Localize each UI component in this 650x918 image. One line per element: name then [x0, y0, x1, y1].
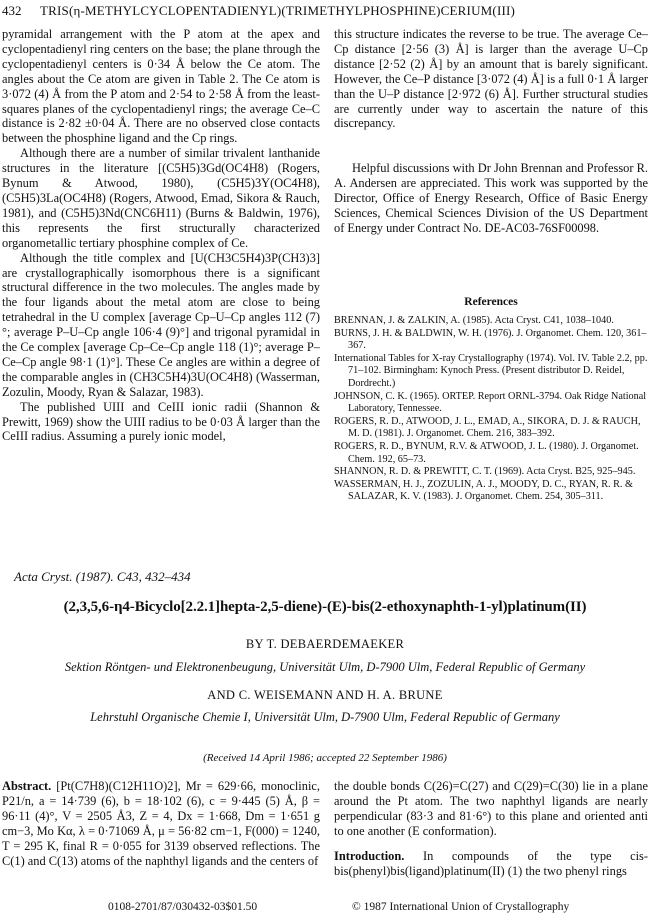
abstract: [2, 779, 320, 868]
abstract-text: the double bonds C(26)=C(27) and C(29)=C(30) lie in a plane around the Pt atom. The two naphthyl ligands are nearly perpendicular (83·3 and 81·6°) to this plane and oriented anti to one another (E conformation).: [334, 779, 648, 838]
affiliation: Sektion Röntgen- und Elektronenbeugung, Universität Ulm, D-7900 Ulm, Federal Republic of Germany: [64, 660, 586, 674]
paragraph: pyramidal arrangement with the P atom at the apex and cyclopentadienyl ring centers on the base; the plane through the cyclopentadienyl centers is 0·34 Å below the Ce atom. The angles about the Ce atom are given in Table 2. The Ce atom is 3·072 (4) Å from the P atom and 2·54 to 2·58 Å from the least-squares planes of the cyclopentadienyl rings; the average Ce–C distance is 2·82 ±0·04 Å. There are no observed close contacts between the phosphine ligand and the Cp rings.: [2, 27, 320, 146]
intro-text: In compounds of the type cis-bis(phenyl)bis(ligand)platinum(II) (1) the two phenyl rings: [334, 848, 648, 878]
affiliation: Lehrstuhl Organische Chemie I, Universität Ulm, D-7900 Ulm, Federal Republic of Germany: [90, 710, 560, 724]
references-heading: References: [464, 296, 518, 308]
page-number: 432: [2, 3, 22, 18]
reference-item: SHANNON, R. D. & PREWITT, C. T. (1969). Acta Cryst. B25, 925–945.: [334, 466, 636, 478]
footer-copyright: © 1987 International Union of Crystallography: [352, 901, 570, 913]
co-authors: AND C. WEISEMANN AND H. A. BRUNE: [207, 688, 443, 702]
intro-label: Introduction.: [334, 848, 405, 863]
abstract-continued: [334, 779, 648, 878]
abstract-label: Abstract.: [2, 779, 52, 793]
reference-item: JOHNSON, C. K. (1965). ORTEP. Report ORNL-3794. Oak Ridge National Laboratory, Tennessee.: [334, 390, 647, 415]
reference-item: ROGERS, R. D., BYNUM, R.V. & ATWOOD, J. L. (1980). J. Organomet. Chem. 192, 65–73.: [334, 440, 639, 465]
reference-list: [334, 315, 648, 504]
paragraph: Although there are a number of similar trivalent lanthanide structures in the literature [(C5H5)3Gd(OC4H8) (Rogers, Bynum & Atwood, 1980), (C5H5)3Y(OC4H8), (C5H5)3La(OC4H8) (Rogers, Atwood, Emad, Sikora & Rauch, 1981), and (C5H5)3Nd(CNC6H11) (Burns & Baldwin, 1976), this represents the first structurally characterized organometallic tertiary phosphine complex of Ce.: [2, 146, 320, 250]
right-column: [334, 27, 648, 236]
byline: BY T. DEBAERDEMAEKER: [245, 637, 405, 651]
reference-item: BRENNAN, J. & ZALKIN, A. (1985). Acta Cryst. C41, 1038–1040.: [334, 315, 614, 326]
paragraph: The published UIII and CeIII ionic radii (Shannon & Prewitt, 1969) show the UIII radius to be 0·03 Å larger than the CeIII radius. Assuming a purely ionic model,: [2, 399, 320, 444]
running-title: TRIS(η-METHYLCYCLOPENTADIENYL)(TRIMETHYLPHOSPHINE)CERIUM(III): [40, 3, 516, 18]
reference-item: BURNS, J. H. & BALDWIN, W. H. (1976). J. Organomet. Chem. 120, 361–367.: [334, 327, 647, 352]
reference-item: International Tables for X-ray Crystallography (1974). Vol. IV. Table 2.2, pp. 71–102. Birmingham: Kynoch Press. (Present distributor D. Reidel, Dordrecht.): [334, 352, 648, 389]
left-column: [2, 27, 320, 444]
footer-code: 0108-2701/87/030432-03$01.50: [108, 901, 258, 913]
acknowledgement: Helpful discussions with Dr John Brennan and Professor R. A. Andersen are appreciated. This work was supported by the Director, Office of Energy Research, Office of Basic Energy Sciences, Chemical Sciences Division of the US Department of Energy under Contract No. DE-AC03-76SF00098.: [334, 161, 648, 235]
abstract-text: [Pt(C7H8)(C12H11O)2], Mr = 629·66, monoclinic, P21/n, a = 14·739 (6), b = 18·102 (6), c = 9·445 (5) Å, β = 96·11 (4)°, V = 2505 Å3, Z = 4, Dx = 1·668, Dm = 1·651 g cm−3, Mo Kα, λ = 0·71069 Å, μ = 56·82 cm−1, F(000) = 1240, T = 295 K, final R = 0·055 for 3139 observed reflections. The C(1) and C(13) atoms of the naphthyl ligands and the centers of: [2, 779, 320, 868]
journal-citation: Acta Cryst. (1987). C43, 432–434: [14, 569, 191, 584]
paragraph: this structure indicates the reverse to be true. The average Ce–Cp distance [2·56 (3) Å] is larger than the average U–Cp distance [2·52 (2) Å] by an amount that is barely significant. However, the Ce–P distance [3·072 (4) Å] is a full 0·1 Å larger than the U–P distance [2·972 (6) Å]. Further structural studies are currently under way to ascertain the nature of this discrepancy.: [334, 27, 648, 131]
reference-item: WASSERMAN, H. J., ZOZULIN, A. J., MOODY, D. C., RYAN, R. R. & SALAZAR, K. V. (1983). J. Organomet. Chem. 254, 305–311.: [334, 478, 633, 503]
paragraph: Although the title complex and [U(CH3C5H4)3P(CH3)3] are crystallographically isomorphous there is a significant structural difference in the two molecules. The angles made by the four ligands about the metal atom are close to being tetrahedral in the U complex [average Cp–U–Cp angles 112 (7)°; average P–U–Cp angle 106·4 (9)°] and trigonal pyramidal in the Ce complex [average Cp–Ce–Cp angle 118 (1)°; average P–Ce–Cp angle 98·1 (1)°]. These Ce angles are within a degree of the comparable angles in (CH3C5H4)3U(OC4H8) (Wasserman, Zozulin, Moody, Ryan & Salazar, 1983).: [2, 250, 320, 399]
received-dates: (Received 14 April 1986; accepted 22 September 1986): [203, 752, 447, 764]
article-title: (2,3,5,6-η4-Bicyclo[2.2.1]hepta-2,5-diene)-(E)-bis(2-ethoxynaphth-1-yl)platinum(II): [63, 599, 587, 615]
reference-item: ROGERS, R. D., ATWOOD, J. L., EMAD, A., SIKORA, D. J. & RAUCH, M. D. (1981). J. Organomet. Chem. 216, 383–392.: [334, 415, 641, 440]
